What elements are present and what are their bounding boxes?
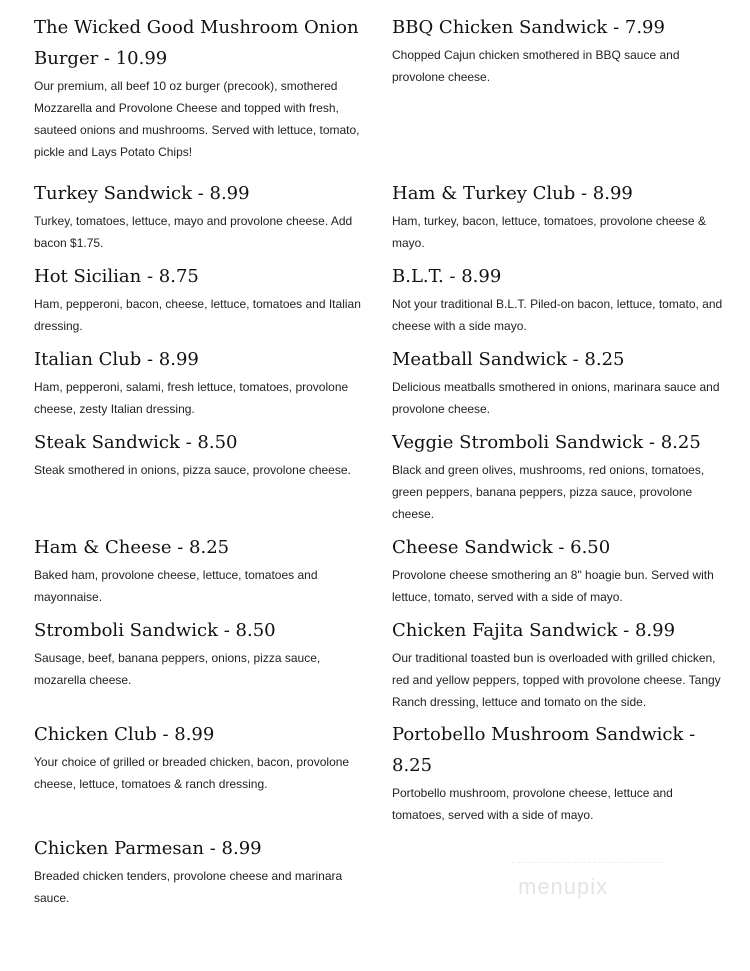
menu-item-cheese-sandwick — [392, 532, 727, 608]
item-description: Ham, pepperoni, salami, fresh lettuce, tomatoes, provolone cheese, zesty Italian dressing. — [34, 380, 349, 416]
watermark-divider — [512, 862, 662, 864]
item-name: Hot Sicilian - 8.75 — [34, 266, 199, 287]
item-description: Turkey, tomatoes, lettuce, mayo and provolone cheese. Add bacon $1.75. — [34, 214, 353, 250]
item-description: Chopped Cajun chicken smothered in BBQ sauce and provolone cheese. — [392, 48, 680, 84]
menu-item-hot-sicilian — [34, 261, 369, 337]
menu-item-chicken-club — [34, 719, 369, 795]
menu-item-bbq-chicken-sandwick — [392, 12, 727, 88]
item-description: Delicious meatballs smothered in onions, marinara sauce and provolone cheese. — [392, 380, 720, 416]
item-description: Our traditional toasted bun is overloaded with grilled chicken, red and yellow peppers, topped with provolone cheese. Tangy Ranch dressing, lettuce and tomato on the side. — [392, 651, 721, 709]
item-description: Ham, pepperoni, bacon, cheese, lettuce, tomatoes and Italian dressing. — [34, 297, 361, 333]
menu-item-veggie-stromboli-sandwick — [392, 427, 727, 525]
item-name: Veggie Stromboli Sandwick - 8.25 — [392, 432, 701, 453]
item-description: Not your traditional B.L.T. Piled-on bacon, lettuce, tomato, and cheese with a side mayo. — [392, 297, 723, 333]
menu-item-italian-club — [34, 344, 369, 420]
item-name: Meatball Sandwick - 8.25 — [392, 349, 625, 370]
item-description: Breaded chicken tenders, provolone cheese and marinara sauce. — [34, 869, 343, 905]
menu-item-turkey-sandwick — [34, 178, 369, 254]
item-name: The Wicked Good Mushroom Onion Burger - 10.99 — [34, 17, 359, 69]
menu-item-meatball-sandwick — [392, 344, 727, 420]
item-description: Provolone cheese smothering an 8" hoagie bun. Served with lettuce, tomato, served with a side of mayo. — [392, 568, 714, 604]
item-description: Black and green olives, mushrooms, red onions, tomatoes, green peppers, banana peppers, pizza sauce, provolone cheese. — [392, 463, 705, 521]
menu-item-chicken-fajita-sandwick — [392, 615, 727, 713]
item-name: Ham & Cheese - 8.25 — [34, 537, 230, 558]
item-description: Your choice of grilled or breaded chicken, bacon, provolone cheese, lettuce, tomatoes & ranch dressing. — [34, 755, 350, 791]
menu-item-blt — [392, 261, 727, 337]
item-name: BBQ Chicken Sandwick - 7.99 — [392, 17, 665, 38]
menu-item-steak-sandwick — [34, 427, 369, 481]
menu-item-chicken-parmesan — [34, 833, 369, 909]
item-name: Chicken Parmesan - 8.99 — [34, 838, 262, 859]
watermark-text: menupix — [518, 874, 609, 899]
item-description: Portobello mushroom, provolone cheese, lettuce and tomatoes, served with a side of mayo. — [392, 786, 673, 822]
item-name: B.L.T. - 8.99 — [392, 266, 502, 287]
item-name: Chicken Fajita Sandwick - 8.99 — [392, 620, 676, 641]
item-name: Turkey Sandwick - 8.99 — [34, 183, 250, 204]
menu-item-ham-cheese — [34, 532, 369, 608]
item-name: Chicken Club - 8.99 — [34, 724, 215, 745]
item-description: Sausage, beef, banana peppers, onions, pizza sauce, mozarella cheese. — [34, 651, 321, 687]
menu-item-mushroom-onion-burger — [34, 12, 369, 163]
item-name: Ham & Turkey Club - 8.99 — [392, 183, 633, 204]
item-description: Baked ham, provolone cheese, lettuce, tomatoes and mayonnaise. — [34, 568, 318, 604]
item-name: Portobello Mushroom Sandwick - 8.25 — [392, 724, 696, 776]
item-description: Our premium, all beef 10 oz burger (precook), smothered Mozzarella and Provolone Cheese and topped with fresh, sauteed onions and mushrooms. Served with lettuce, tomato, pickle and Lays Potato Chips! — [34, 79, 360, 159]
item-description: Steak smothered in onions, pizza sauce, provolone cheese. — [34, 463, 351, 477]
menu-item-stromboli-sandwick — [34, 615, 369, 691]
menupix-watermark — [512, 862, 662, 910]
item-name: Stromboli Sandwick - 8.50 — [34, 620, 276, 641]
menu-item-portobello-mushroom-sandwick — [392, 719, 727, 826]
item-name: Cheese Sandwick - 6.50 — [392, 537, 611, 558]
item-name: Italian Club - 8.99 — [34, 349, 199, 370]
item-description: Ham, turkey, bacon, lettuce, tomatoes, provolone cheese & mayo. — [392, 214, 706, 250]
item-name: Steak Sandwick - 8.50 — [34, 432, 238, 453]
menu-item-ham-turkey-club — [392, 178, 727, 254]
